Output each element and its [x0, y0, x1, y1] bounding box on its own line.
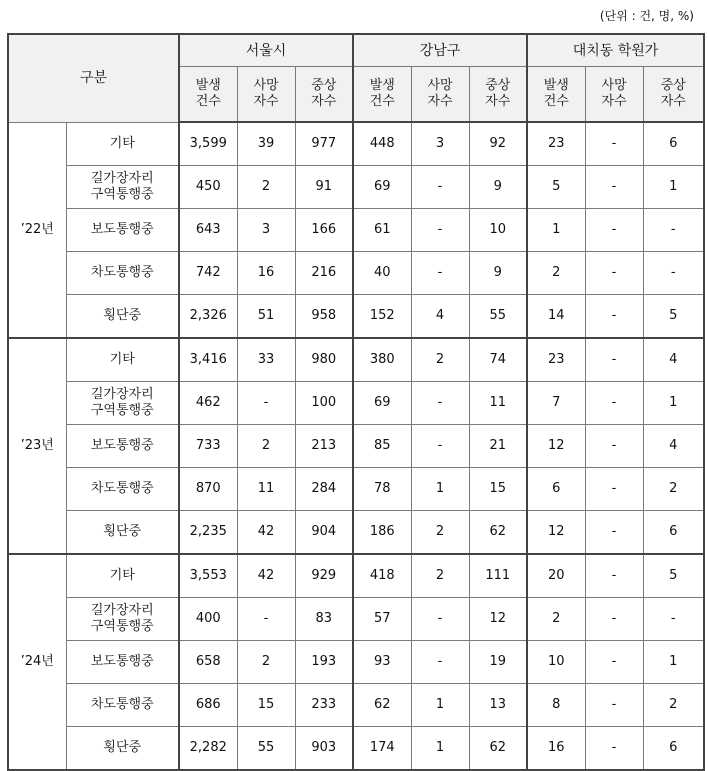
table-cell: 33 — [237, 338, 295, 382]
table-cell: 42 — [237, 554, 295, 598]
table-cell: 55 — [237, 727, 295, 771]
table-cell: 2 — [237, 425, 295, 468]
table-row — [8, 468, 704, 511]
table-cell: 233 — [295, 684, 353, 727]
table-cell: 3,599 — [179, 122, 237, 166]
header-metric-line: 자수 — [485, 94, 511, 109]
header-metric-line: 발생 — [195, 78, 221, 93]
table-cell: 2 — [527, 598, 585, 641]
header-metric-line: 발생 — [369, 78, 395, 93]
row-category — [66, 425, 179, 468]
row-category-line: 구역통행중 — [90, 187, 154, 202]
table-cell: - — [411, 598, 469, 641]
row-category-line: 길가장자리 — [90, 603, 154, 618]
year-label: ’23년 — [8, 338, 66, 554]
table-cell: - — [585, 166, 643, 209]
table-cell: 2 — [411, 511, 469, 555]
header-metric-deaths — [411, 67, 469, 123]
table-cell: 686 — [179, 684, 237, 727]
table-cell: - — [585, 727, 643, 771]
table-cell: 2,326 — [179, 295, 237, 339]
row-category-line: 기타 — [109, 135, 135, 151]
table-cell: - — [585, 382, 643, 425]
table-cell: 78 — [353, 468, 411, 511]
table-cell: 5 — [643, 295, 704, 339]
row-category — [66, 511, 179, 555]
year-label: ’24년 — [8, 554, 66, 770]
table-cell: 69 — [353, 166, 411, 209]
header-metric-incidents — [353, 67, 411, 123]
table-cell: 1 — [643, 382, 704, 425]
table-cell: 733 — [179, 425, 237, 468]
header-metric-injuries — [295, 67, 353, 123]
table-row — [8, 166, 704, 209]
table-cell: - — [411, 252, 469, 295]
table-cell: 980 — [295, 338, 353, 382]
table-cell: 16 — [237, 252, 295, 295]
table-cell: 9 — [469, 166, 527, 209]
table-row — [8, 425, 704, 468]
header-metric-line: 자수 — [601, 94, 627, 109]
row-category — [66, 122, 179, 166]
table-cell: - — [585, 598, 643, 641]
table-cell: 2 — [527, 252, 585, 295]
row-category-line: 구역통행중 — [90, 619, 154, 634]
table-cell: 12 — [527, 511, 585, 555]
table-cell: - — [411, 382, 469, 425]
table-row — [8, 382, 704, 425]
table-cell: 10 — [469, 209, 527, 252]
table-cell: 450 — [179, 166, 237, 209]
table-cell: - — [411, 641, 469, 684]
table-cell: 643 — [179, 209, 237, 252]
table-cell: 742 — [179, 252, 237, 295]
table-cell: - — [585, 425, 643, 468]
row-category — [66, 166, 179, 209]
table-cell: - — [237, 598, 295, 641]
header-metric-line: 중상 — [311, 78, 337, 93]
table-cell: 1 — [643, 166, 704, 209]
table-cell: 51 — [237, 295, 295, 339]
table-cell: 20 — [527, 554, 585, 598]
table-cell: 39 — [237, 122, 295, 166]
header-metric-line: 건수 — [195, 94, 221, 109]
table-cell: 4 — [643, 338, 704, 382]
row-category — [66, 684, 179, 727]
row-category-line: 보도통행중 — [90, 222, 154, 237]
table-cell: 62 — [353, 684, 411, 727]
header-metric-line: 발생 — [543, 78, 569, 93]
row-category — [66, 468, 179, 511]
table-cell: - — [585, 295, 643, 339]
table-cell: 4 — [411, 295, 469, 339]
table-cell: 111 — [469, 554, 527, 598]
header-metric-line: 사망 — [253, 78, 279, 93]
table-cell: 4 — [643, 425, 704, 468]
table-cell: 6 — [643, 511, 704, 555]
row-category — [66, 338, 179, 382]
table-cell: 11 — [469, 382, 527, 425]
table-cell: 11 — [237, 468, 295, 511]
row-category-line: 기타 — [109, 568, 135, 583]
table-cell: 3,553 — [179, 554, 237, 598]
table-cell: - — [585, 641, 643, 684]
table-cell: - — [411, 166, 469, 209]
table-cell: 13 — [469, 684, 527, 727]
table-cell: - — [411, 425, 469, 468]
table-cell: 2 — [411, 554, 469, 598]
table-row — [8, 598, 704, 641]
header-metric-line: 건수 — [543, 94, 569, 109]
table-row — [8, 338, 704, 382]
row-category-line: 구역통행중 — [90, 403, 154, 418]
table-cell: 1 — [411, 468, 469, 511]
table-cell: 380 — [353, 338, 411, 382]
header-metric-line: 자수 — [427, 94, 453, 109]
header-metric-injuries — [469, 67, 527, 123]
header-metric-line: 중상 — [485, 78, 511, 93]
row-category-line: 보도통행중 — [90, 654, 154, 669]
table-cell: 62 — [469, 727, 527, 771]
table-cell: 19 — [469, 641, 527, 684]
table-cell: - — [585, 252, 643, 295]
table-cell: 2,235 — [179, 511, 237, 555]
table-cell: 658 — [179, 641, 237, 684]
row-category-line: 길가장자리 — [90, 171, 154, 186]
table-cell: 10 — [527, 641, 585, 684]
table-cell: 2,282 — [179, 727, 237, 771]
table-cell: 55 — [469, 295, 527, 339]
table-cell: 83 — [295, 598, 353, 641]
table-cell: 903 — [295, 727, 353, 771]
table-cell: 418 — [353, 554, 411, 598]
table-cell: 213 — [295, 425, 353, 468]
row-category — [66, 295, 179, 339]
table-cell: - — [411, 209, 469, 252]
table-cell: 3 — [237, 209, 295, 252]
header-metric-line: 사망 — [427, 78, 453, 93]
table-cell: 2 — [411, 338, 469, 382]
table-cell: - — [585, 684, 643, 727]
table-cell: 12 — [527, 425, 585, 468]
table-cell: - — [585, 511, 643, 555]
table-cell: 1 — [527, 209, 585, 252]
table-cell: 15 — [469, 468, 527, 511]
header-metric-incidents — [527, 67, 585, 123]
table-cell: 12 — [469, 598, 527, 641]
table-cell: 93 — [353, 641, 411, 684]
table-cell: 69 — [353, 382, 411, 425]
table-cell: 2 — [237, 641, 295, 684]
header-metric-line: 자수 — [660, 94, 686, 109]
table-cell: 5 — [527, 166, 585, 209]
table-cell: 186 — [353, 511, 411, 555]
table-cell: 40 — [353, 252, 411, 295]
table-cell: - — [585, 122, 643, 166]
table-row — [8, 554, 704, 598]
row-category — [66, 252, 179, 295]
table-cell: - — [585, 468, 643, 511]
header-region-daechi: 대치동 학원가 — [527, 34, 704, 67]
table-cell: 284 — [295, 468, 353, 511]
header-metric-injuries — [643, 67, 704, 123]
row-category — [66, 554, 179, 598]
table-cell: 462 — [179, 382, 237, 425]
row-category-line: 기타 — [109, 352, 135, 367]
table-cell: - — [585, 554, 643, 598]
table-cell: 1 — [411, 684, 469, 727]
row-category — [66, 209, 179, 252]
table-cell: 74 — [469, 338, 527, 382]
table-cell: 42 — [237, 511, 295, 555]
table-cell: 1 — [643, 641, 704, 684]
row-category-line: 횡단중 — [103, 308, 142, 323]
table-cell: 929 — [295, 554, 353, 598]
row-category-line: 보도통행중 — [90, 438, 154, 453]
table-cell: 8 — [527, 684, 585, 727]
header-metric-incidents — [179, 67, 237, 123]
row-category — [66, 727, 179, 771]
row-category — [66, 598, 179, 641]
header-region-seoul: 서울시 — [179, 34, 353, 67]
accident-stats-table — [7, 33, 705, 771]
header-metric-line: 자수 — [311, 94, 337, 109]
table-cell: 6 — [527, 468, 585, 511]
table-row — [8, 684, 704, 727]
table-cell: 1 — [411, 727, 469, 771]
table-cell: 9 — [469, 252, 527, 295]
table-cell: 100 — [295, 382, 353, 425]
table-cell: 6 — [643, 122, 704, 166]
table-cell: 2 — [643, 468, 704, 511]
table-cell: 7 — [527, 382, 585, 425]
table-cell: - — [585, 338, 643, 382]
header-region-gangnam: 강남구 — [353, 34, 527, 67]
table-cell: 62 — [469, 511, 527, 555]
row-category-line: 차도통행중 — [90, 481, 154, 496]
row-category — [66, 641, 179, 684]
table-cell: 3 — [411, 122, 469, 166]
table-cell: 5 — [643, 554, 704, 598]
table-body — [8, 122, 704, 770]
year-label: ’22년 — [8, 122, 66, 338]
table-cell: - — [643, 209, 704, 252]
table-cell: - — [643, 598, 704, 641]
header-metric-deaths — [237, 67, 295, 123]
table-cell: 166 — [295, 209, 353, 252]
table-cell: 23 — [527, 122, 585, 166]
header-metric-line: 중상 — [660, 78, 686, 93]
table-cell: 870 — [179, 468, 237, 511]
table-cell: 448 — [353, 122, 411, 166]
table-cell: 152 — [353, 295, 411, 339]
table-cell: 2 — [643, 684, 704, 727]
header-metric-line: 건수 — [369, 94, 395, 109]
table-cell: 174 — [353, 727, 411, 771]
header-metric-deaths — [585, 67, 643, 123]
row-category — [66, 382, 179, 425]
table-cell: 85 — [353, 425, 411, 468]
table-cell: 23 — [527, 338, 585, 382]
table-cell: 6 — [643, 727, 704, 771]
table-cell: 14 — [527, 295, 585, 339]
table-row — [8, 295, 704, 339]
table-cell: 16 — [527, 727, 585, 771]
table-cell: 3,416 — [179, 338, 237, 382]
header-metric-line: 사망 — [601, 78, 627, 93]
row-category-line: 횡단중 — [103, 740, 142, 755]
table-cell: 91 — [295, 166, 353, 209]
row-category-line: 차도통행중 — [90, 265, 154, 280]
table-cell: 61 — [353, 209, 411, 252]
header-category: 구분 — [8, 34, 179, 122]
table-cell: 400 — [179, 598, 237, 641]
table-cell: 92 — [469, 122, 527, 166]
table-cell: - — [643, 252, 704, 295]
table-cell: 57 — [353, 598, 411, 641]
table-row — [8, 252, 704, 295]
header-metric-line: 자수 — [253, 94, 279, 109]
table-cell: 193 — [295, 641, 353, 684]
table-cell: - — [237, 382, 295, 425]
row-category-line: 길가장자리 — [90, 387, 154, 402]
unit-label: (단위 : 건, 명, %) — [599, 9, 694, 23]
table-row — [8, 511, 704, 555]
table-cell: 21 — [469, 425, 527, 468]
row-category-line: 차도통행중 — [90, 697, 154, 712]
table-cell: 958 — [295, 295, 353, 339]
table-row — [8, 122, 704, 166]
table-cell: 904 — [295, 511, 353, 555]
table-cell: 977 — [295, 122, 353, 166]
table-row — [8, 727, 704, 771]
table-cell: - — [585, 209, 643, 252]
table-row — [8, 209, 704, 252]
table-cell: 15 — [237, 684, 295, 727]
table-cell: 216 — [295, 252, 353, 295]
table-cell: 2 — [237, 166, 295, 209]
table-row — [8, 641, 704, 684]
row-category-line: 횡단중 — [103, 524, 142, 539]
